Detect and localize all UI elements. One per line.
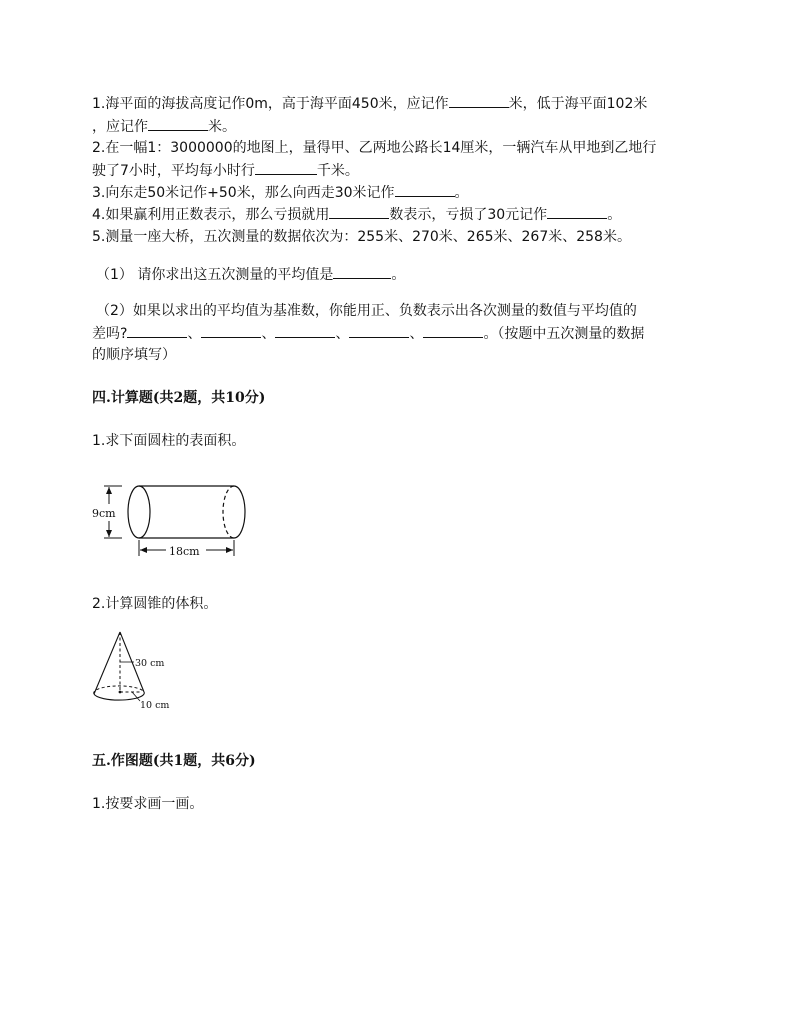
question-1-line-1 — [92, 93, 647, 114]
answer-blank[interactable] — [449, 93, 509, 108]
answer-blank[interactable] — [201, 323, 261, 338]
question-text: 。 — [607, 207, 622, 223]
question-text: 驶了7小时，平均每小时行 — [92, 163, 255, 179]
question-text: 的顺序填写） — [92, 347, 176, 363]
question-text: （2）如果以求出的平均值为基准数，你能用正、负数表示出各次测量的数值与平均值的 — [96, 303, 637, 319]
separator: 、 — [409, 326, 424, 342]
question-text: 3.向东走50米记作+50米，那么向西走30米记作 — [92, 185, 395, 201]
section-4-question-2: 2.计算圆锥的体积。 — [92, 596, 218, 612]
separator: 、 — [335, 326, 350, 342]
question-text: 。 — [454, 185, 469, 201]
cylinder-figure — [90, 476, 260, 561]
question-5-part-2-line-3 — [92, 345, 176, 365]
cylinder-length-label: 18cm — [169, 545, 200, 558]
question-text: 数表示，亏损了30元记作 — [389, 207, 548, 223]
question-1-line-2 — [92, 116, 236, 137]
question-text: 千米。 — [316, 163, 359, 179]
question-2-line-1 — [92, 138, 656, 158]
question-5-line — [92, 227, 631, 247]
question-5-part-1 — [96, 264, 405, 285]
question-text: 4.如果赢利用正数表示，那么亏损就用 — [92, 207, 330, 223]
question-text: 米，低于海平面102米 — [508, 96, 648, 112]
question-text: 米。 — [208, 119, 236, 135]
question-3-line — [92, 182, 469, 203]
question-text: 5.测量一座大桥，五次测量的数据依次为：255米、270米、265米、267米、258米。 — [92, 229, 631, 245]
separator: 、 — [261, 326, 276, 342]
question-text: 1.海平面的海拔高度记作0m，高于海平面450米，应记作 — [92, 96, 449, 112]
question-text: ，应记作 — [92, 119, 148, 135]
answer-blank[interactable] — [395, 182, 455, 197]
question-text: 。（按题中五次测量的数据 — [483, 326, 645, 342]
answer-blank[interactable] — [127, 323, 187, 338]
answer-blank[interactable] — [333, 264, 391, 279]
section-5-heading: 五.作图题(共1题，共6分) — [92, 753, 256, 769]
section-4-question-1: 1.求下面圆柱的表面积。 — [92, 433, 246, 449]
cone-figure — [88, 628, 188, 716]
question-5-part-2-line-1 — [96, 301, 637, 321]
question-text: 差吗? — [92, 326, 128, 342]
answer-blank[interactable] — [423, 323, 483, 338]
answer-blank[interactable] — [329, 204, 389, 219]
separator: 、 — [187, 326, 202, 342]
answer-blank[interactable] — [349, 323, 409, 338]
answer-blank[interactable] — [275, 323, 335, 338]
cone-radius-label: 10 cm — [140, 700, 170, 711]
question-2-line-2 — [92, 160, 359, 181]
answer-blank[interactable] — [255, 160, 317, 175]
question-text: 。 — [391, 267, 406, 283]
answer-blank[interactable] — [148, 116, 208, 131]
question-5-part-2-line-2 — [92, 323, 644, 344]
section-5-question-1: 1.按要求画一画。 — [92, 796, 204, 812]
cone-height-label: 30 cm — [135, 658, 165, 669]
section-4-heading: 四.计算题(共2题，共10分) — [92, 390, 266, 406]
question-text: 2.在一幅1：3000000的地图上，量得甲、乙两地公路长14厘米，一辆汽车从甲地到乙地行 — [92, 140, 657, 156]
answer-blank[interactable] — [547, 204, 607, 219]
question-text: （1） 请你求出这五次测量的平均值是 — [96, 267, 334, 283]
cylinder-height-label: 9cm — [92, 507, 116, 520]
question-4-line — [92, 204, 621, 225]
